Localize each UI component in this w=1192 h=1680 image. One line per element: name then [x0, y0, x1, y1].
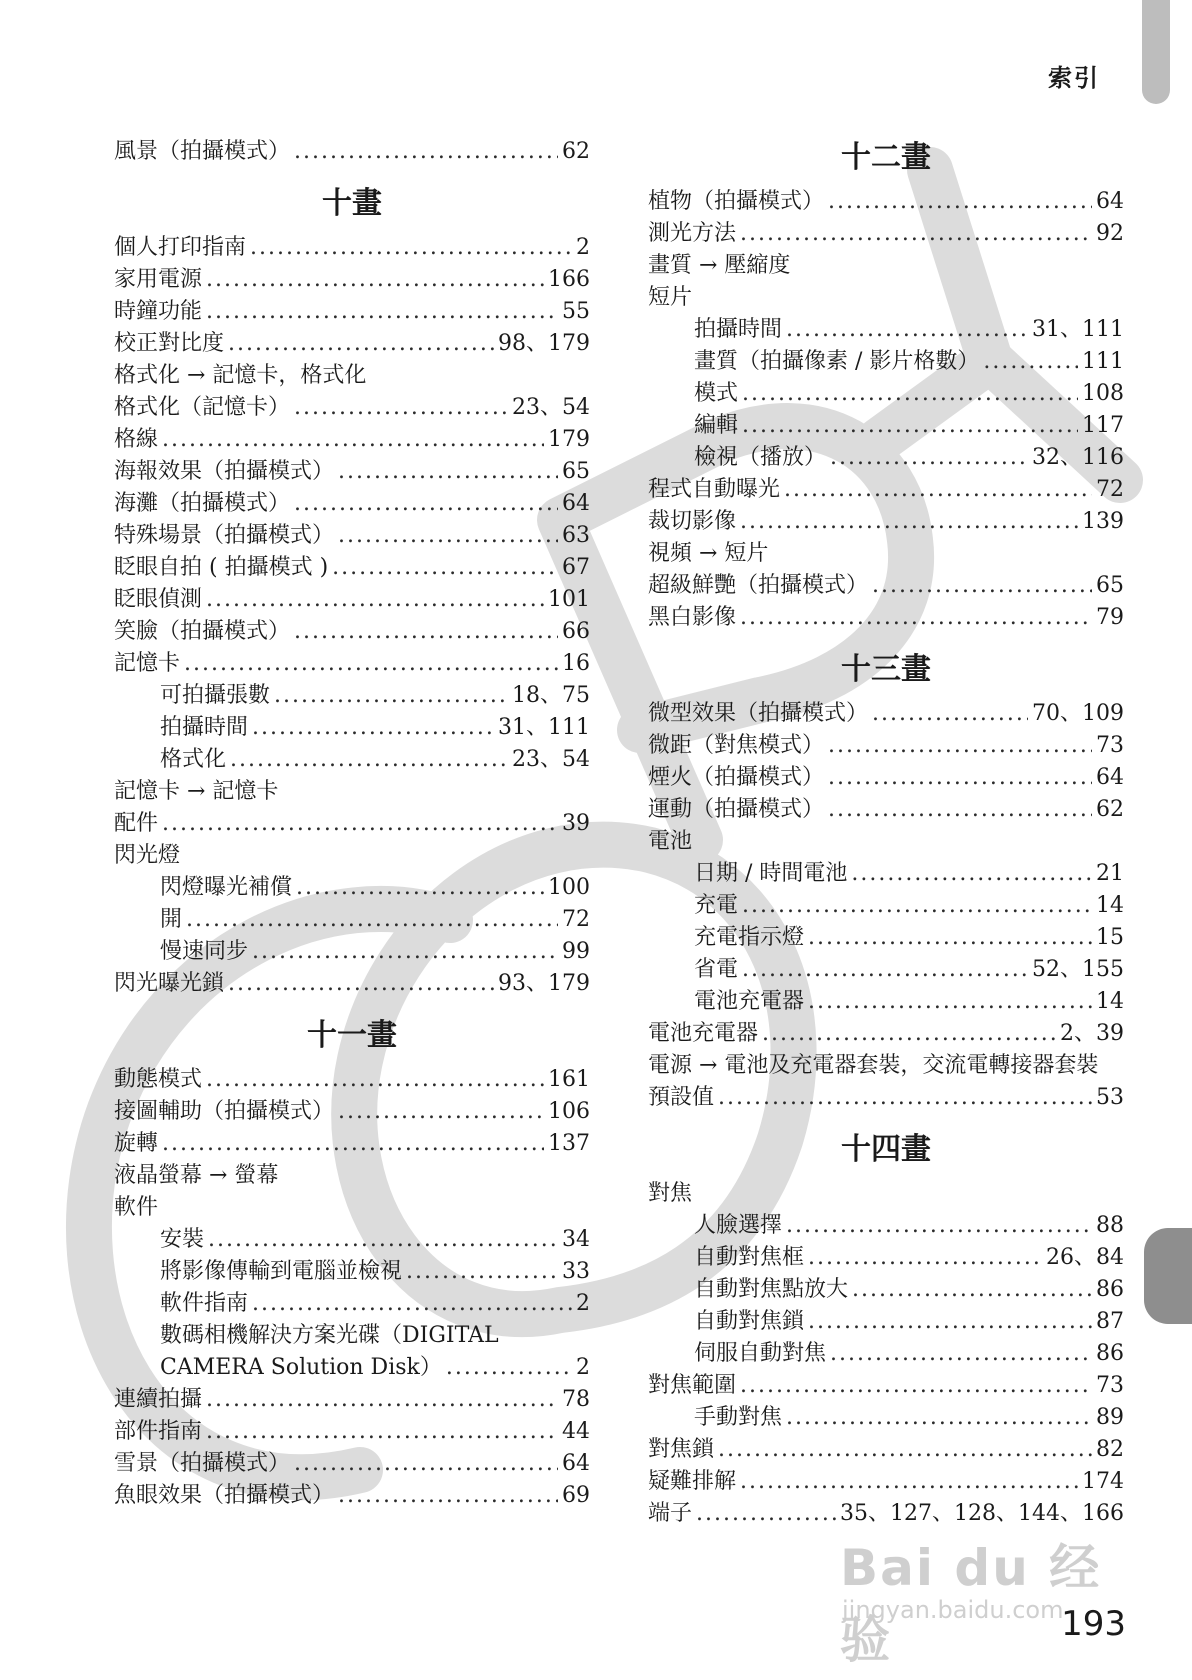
entry-pages: 2 [576, 1291, 590, 1316]
entry-pages: 161 [548, 1067, 590, 1092]
index-subentry [648, 890, 1124, 922]
index-entry [648, 698, 1124, 730]
entry-term: 端子 [648, 1501, 693, 1526]
entry-term: 格式化 → 記憶卡，格式化 [114, 363, 367, 388]
entry-pages: 73 [1096, 1373, 1124, 1398]
entry-pages: 52、155 [1032, 957, 1124, 982]
entry-term: 笑臉（拍攝模式） [114, 619, 291, 644]
entry-term: 電池充電器 [694, 989, 805, 1014]
entry-term: 風景（拍攝模式） [114, 139, 291, 164]
entry-pages: 15 [1096, 925, 1124, 950]
dot-leader [228, 968, 494, 1000]
page-number: 193 [1061, 1604, 1126, 1644]
entry-term: 視頻 → 短片 [648, 541, 769, 566]
dot-leader [228, 328, 494, 360]
dot-leader [294, 488, 558, 520]
entry-term: 人臉選擇 [694, 1213, 783, 1238]
dot-leader [446, 1352, 572, 1384]
dot-leader [162, 424, 544, 456]
entry-term: 格式化 [160, 747, 227, 772]
entry-pages: 79 [1096, 605, 1124, 630]
index-entry [114, 1448, 590, 1480]
entry-pages: 62 [1096, 797, 1124, 822]
index-subentry [114, 712, 590, 744]
dot-leader [742, 378, 1078, 410]
entry-term: 模式 [694, 381, 739, 406]
dot-leader [206, 1416, 558, 1448]
entry-term: 短片 [648, 285, 693, 310]
entry-term: 微型效果（拍攝模式） [648, 701, 869, 726]
index-subentry [648, 1274, 1124, 1306]
entry-term: 個人打印指南 [114, 235, 247, 260]
index-entry [648, 1370, 1124, 1402]
index-subentry [648, 1306, 1124, 1338]
dot-leader [808, 986, 1092, 1018]
dot-leader [740, 506, 1078, 538]
index-entry [114, 648, 590, 680]
dot-leader [828, 730, 1092, 762]
dot-leader [742, 890, 1092, 922]
index-entry [114, 1064, 590, 1096]
entry-pages: 35、127、128、144、166 [840, 1501, 1124, 1526]
entry-pages: 14 [1096, 989, 1124, 1014]
index-subentry [648, 1338, 1124, 1370]
index-subentry [648, 986, 1124, 1018]
entry-pages: 31、111 [498, 715, 590, 740]
index-entry [648, 602, 1124, 634]
entry-term: 充電 [694, 893, 739, 918]
entry-term: 畫質 → 壓縮度 [648, 253, 791, 278]
entry-pages: 39 [562, 811, 590, 836]
entry-term: 手動對焦 [694, 1405, 783, 1430]
entry-term: 自動對焦鎖 [694, 1309, 805, 1334]
entry-term: 植物（拍攝模式） [648, 189, 825, 214]
entry-pages: 14 [1096, 893, 1124, 918]
entry-term: 旋轉 [114, 1131, 159, 1156]
entry-term: 對焦 [648, 1181, 693, 1206]
dot-leader [718, 1082, 1092, 1114]
entry-pages: 65 [1096, 573, 1124, 598]
index-subentry [648, 442, 1124, 474]
entry-pages: 73 [1096, 733, 1124, 758]
entry-term: 拍攝時間 [694, 317, 783, 342]
index-entry [114, 968, 590, 1000]
index-subentry [114, 680, 590, 712]
index-entry [114, 584, 590, 616]
entry-term: 閃光曝光鎖 [114, 971, 225, 996]
entry-pages: 100 [548, 875, 590, 900]
index-subentry [114, 1256, 590, 1288]
entry-pages: 16 [562, 651, 590, 676]
dot-leader [206, 264, 544, 296]
dot-leader [872, 698, 1028, 730]
index-entry [648, 474, 1124, 506]
entry-pages: 88 [1096, 1213, 1124, 1238]
section-heading: 十一畫 [307, 1018, 397, 1053]
entry-pages: 87 [1096, 1309, 1124, 1334]
index-entry [648, 570, 1124, 602]
index-subentry [648, 314, 1124, 346]
entry-term: 可拍攝張數 [160, 683, 271, 708]
dot-leader [252, 936, 558, 968]
index-entry [648, 1050, 1124, 1082]
index-entry [114, 552, 590, 584]
entry-term: 微距（對焦模式） [648, 733, 825, 758]
index-subentry [648, 346, 1124, 378]
entry-pages: 65 [562, 459, 590, 484]
entry-term: 格式化（記憶卡） [114, 395, 291, 420]
entry-term: 將影像傳輸到電腦並檢視 [160, 1259, 403, 1284]
dot-leader [786, 1210, 1092, 1242]
dot-leader [332, 552, 558, 584]
entry-pages: 99 [562, 939, 590, 964]
index-subentry [114, 1224, 590, 1256]
section-heading: 十四畫 [841, 1132, 931, 1167]
dot-leader [274, 680, 508, 712]
dot-leader [294, 616, 558, 648]
entry-term: 配件 [114, 811, 159, 836]
entry-term: 省電 [694, 957, 739, 982]
entry-term: 格線 [114, 427, 159, 452]
entry-pages: 78 [562, 1387, 590, 1412]
header-label: 索引 [1048, 64, 1100, 92]
entry-term: 疑難排解 [648, 1469, 737, 1494]
index-entry [114, 1480, 590, 1512]
dot-leader [872, 570, 1092, 602]
dot-leader [250, 232, 572, 264]
entry-term: 電池 [648, 829, 693, 854]
dot-leader [294, 136, 558, 168]
index-subentry [114, 744, 590, 776]
entry-pages: 117 [1082, 413, 1124, 438]
dot-leader [784, 474, 1092, 506]
index-entry [114, 616, 590, 648]
dot-leader [162, 1128, 544, 1160]
entry-term: 眨眼自拍 ( 拍攝模式 ) [114, 555, 329, 580]
dot-leader [338, 456, 558, 488]
dot-leader [742, 410, 1078, 442]
right-column [648, 136, 1124, 1530]
entry-term: 閃光燈 [114, 843, 181, 868]
baidu-logo: Bai du 经验 [840, 1539, 1102, 1669]
entry-pages: 53 [1096, 1085, 1124, 1110]
index-entry [648, 1498, 1124, 1530]
entry-pages: 86 [1096, 1341, 1124, 1366]
index-entry [114, 136, 590, 168]
entry-pages: 64 [1096, 189, 1124, 214]
entry-term: CAMERA Solution Disk） [160, 1355, 442, 1380]
index-entry [114, 360, 590, 392]
dot-leader [740, 602, 1092, 634]
index-entry [114, 1384, 590, 1416]
dot-leader [740, 1370, 1092, 1402]
entry-term: 安裝 [160, 1227, 205, 1252]
dot-leader [828, 186, 1092, 218]
entry-term: 閃燈曝光補償 [160, 875, 293, 900]
entry-term: 接圖輔助（拍攝模式） [114, 1099, 335, 1124]
entry-pages: 34 [562, 1227, 590, 1252]
dot-leader [762, 1018, 1056, 1050]
entry-term: 編輯 [694, 413, 739, 438]
entry-pages: 32、116 [1032, 445, 1124, 470]
dot-leader [696, 1498, 836, 1530]
entry-pages: 139 [1082, 509, 1124, 534]
entry-pages: 66 [562, 619, 590, 644]
dot-leader [206, 584, 544, 616]
chapter-edge-tab [1142, 0, 1170, 104]
entry-term: 測光方法 [648, 221, 737, 246]
dot-leader [808, 922, 1092, 954]
index-entry [648, 186, 1124, 218]
entry-term: 記憶卡 [114, 651, 181, 676]
entry-pages: 33 [562, 1259, 590, 1284]
index-entry [648, 826, 1124, 858]
index-entry [114, 840, 590, 872]
entry-term: 畫質（拍攝像素 / 影片格數） [694, 349, 980, 374]
entry-pages: 101 [548, 587, 590, 612]
index-entry [648, 794, 1124, 826]
entry-term: 對焦鎖 [648, 1437, 715, 1462]
index-subentry [648, 378, 1124, 410]
index-subentry [114, 936, 590, 968]
entry-pages: 106 [548, 1099, 590, 1124]
entry-pages: 93、179 [498, 971, 590, 996]
dot-leader [294, 392, 508, 424]
index-subentry [648, 1402, 1124, 1434]
entry-term: 黑白影像 [648, 605, 737, 630]
dot-leader [296, 872, 544, 904]
index-entry [114, 1160, 590, 1192]
index-subentry [114, 904, 590, 936]
entry-pages: 23、54 [512, 747, 590, 772]
index-subentry [114, 1288, 590, 1320]
dot-leader [852, 1274, 1092, 1306]
index-subentry [648, 410, 1124, 442]
entry-term: 記憶卡 → 記憶卡 [114, 779, 279, 804]
dot-leader [206, 296, 558, 328]
entry-term: 日期 / 時間電池 [694, 861, 848, 886]
dot-leader [718, 1434, 1092, 1466]
entry-term: 軟件指南 [160, 1291, 249, 1316]
index-entry [648, 1178, 1124, 1210]
index-entry [114, 776, 590, 808]
dot-leader [742, 954, 1028, 986]
index-subentry [648, 954, 1124, 986]
dot-leader [808, 1242, 1042, 1274]
dot-leader [828, 794, 1092, 826]
entry-term: 裁切影像 [648, 509, 737, 534]
entry-pages: 86 [1096, 1277, 1124, 1302]
index-subentry [114, 872, 590, 904]
dot-leader [184, 648, 558, 680]
dot-leader [740, 1466, 1078, 1498]
index-entry [114, 328, 590, 360]
dot-leader [252, 1288, 572, 1320]
index-subentry [114, 1352, 590, 1384]
entry-term: 程式自動曝光 [648, 477, 781, 502]
entry-term: 預設值 [648, 1085, 715, 1110]
entry-term: 慢速同步 [160, 939, 249, 964]
entry-term: 檢視（播放） [694, 445, 827, 470]
dot-leader [851, 858, 1092, 890]
dot-leader [786, 314, 1028, 346]
entry-term: 海灘（拍攝模式） [114, 491, 291, 516]
index-entry [114, 1416, 590, 1448]
entry-pages: 31、111 [1032, 317, 1124, 342]
dot-leader [983, 346, 1078, 378]
entry-term: 拍攝時間 [160, 715, 249, 740]
dot-leader [294, 1448, 558, 1480]
entry-pages: 18、75 [512, 683, 590, 708]
index-entry [114, 1096, 590, 1128]
baidu-url: jingyan.baidu.com [842, 1596, 1064, 1624]
entry-pages: 2 [576, 1355, 590, 1380]
index-subentry [114, 1320, 590, 1352]
index-entry [114, 392, 590, 424]
section-edge-tab [1144, 1228, 1192, 1324]
entry-pages: 111 [1082, 349, 1124, 374]
entry-term: 動態模式 [114, 1067, 203, 1092]
dot-leader [338, 1480, 558, 1512]
entry-pages: 21 [1096, 861, 1124, 886]
dot-leader [828, 762, 1092, 794]
index-entry [114, 1192, 590, 1224]
dot-leader [208, 1224, 558, 1256]
entry-pages: 2、39 [1060, 1021, 1124, 1046]
entry-term: 開 [160, 907, 183, 932]
entry-pages: 2 [576, 235, 590, 260]
entry-term: 校正對比度 [114, 331, 225, 356]
index-entry [648, 250, 1124, 282]
index-entry [648, 762, 1124, 794]
index-entry [648, 506, 1124, 538]
entry-pages: 72 [1096, 477, 1124, 502]
entry-term: 部件指南 [114, 1419, 203, 1444]
entry-term: 軟件 [114, 1195, 159, 1220]
dot-leader [206, 1064, 544, 1096]
entry-term: 數碼相機解決方案光碟（DIGITAL [160, 1323, 499, 1348]
entry-pages: 72 [562, 907, 590, 932]
entry-pages: 108 [1082, 381, 1124, 406]
entry-term: 電池充電器 [648, 1021, 759, 1046]
entry-pages: 55 [562, 299, 590, 324]
dot-leader [186, 904, 558, 936]
index-entry [114, 808, 590, 840]
index-subentry [648, 1210, 1124, 1242]
entry-term: 運動（拍攝模式） [648, 797, 825, 822]
index-entry [648, 538, 1124, 570]
entry-pages: 179 [548, 427, 590, 452]
dot-leader [406, 1256, 558, 1288]
entry-term: 自動對焦框 [694, 1245, 805, 1270]
index-entry [648, 282, 1124, 314]
entry-pages: 70、109 [1032, 701, 1124, 726]
entry-term: 對焦範圍 [648, 1373, 737, 1398]
index-entry [114, 456, 590, 488]
entry-pages: 64 [1096, 765, 1124, 790]
entry-term: 超級鮮艷（拍攝模式） [648, 573, 869, 598]
index-entry [114, 424, 590, 456]
entry-pages: 137 [548, 1131, 590, 1156]
entry-pages: 92 [1096, 221, 1124, 246]
entry-pages: 98、179 [498, 331, 590, 356]
index-entry [114, 264, 590, 296]
entry-pages: 44 [562, 1419, 590, 1444]
entry-pages: 26、84 [1046, 1245, 1124, 1270]
entry-pages: 174 [1082, 1469, 1124, 1494]
entry-pages: 64 [562, 491, 590, 516]
entry-pages: 89 [1096, 1405, 1124, 1430]
index-entry [114, 232, 590, 264]
index-entry [114, 520, 590, 552]
dot-leader [808, 1306, 1092, 1338]
left-column [114, 136, 590, 1512]
entry-pages: 63 [562, 523, 590, 548]
dot-leader [740, 218, 1092, 250]
section-heading: 十畫 [322, 186, 382, 221]
entry-term: 電源 → 電池及充電器套裝，交流電轉接器套裝 [648, 1053, 1099, 1078]
entry-pages: 82 [1096, 1437, 1124, 1462]
dot-leader [162, 808, 558, 840]
entry-term: 海報效果（拍攝模式） [114, 459, 335, 484]
entry-term: 自動對焦點放大 [694, 1277, 849, 1302]
index-entry [648, 218, 1124, 250]
entry-term: 煙火（拍攝模式） [648, 765, 825, 790]
dot-leader [252, 712, 494, 744]
entry-term: 連續拍攝 [114, 1387, 203, 1412]
index-entry [114, 488, 590, 520]
entry-term: 雪景（拍攝模式） [114, 1451, 291, 1476]
index-entry [648, 1082, 1124, 1114]
index-entry [648, 1466, 1124, 1498]
dot-leader [206, 1384, 558, 1416]
entry-term: 特殊場景（拍攝模式） [114, 523, 335, 548]
dot-leader [786, 1402, 1092, 1434]
dot-leader [830, 442, 1028, 474]
index-entry [114, 296, 590, 328]
entry-term: 魚眼效果（拍攝模式） [114, 1483, 335, 1508]
entry-term: 液晶螢幕 → 螢幕 [114, 1163, 279, 1188]
index-entry [114, 1128, 590, 1160]
dot-leader [338, 1096, 544, 1128]
dot-leader [338, 520, 558, 552]
section-heading: 十三畫 [841, 652, 931, 687]
entry-term: 充電指示燈 [694, 925, 805, 950]
dot-leader [830, 1338, 1092, 1370]
index-subentry [648, 922, 1124, 954]
entry-term: 家用電源 [114, 267, 203, 292]
entry-pages: 62 [562, 139, 590, 164]
index-entry [648, 730, 1124, 762]
entry-term: 眨眼偵測 [114, 587, 203, 612]
section-heading: 十二畫 [841, 140, 931, 175]
entry-pages: 166 [548, 267, 590, 292]
entry-pages: 23、54 [512, 395, 590, 420]
dot-leader [230, 744, 508, 776]
entry-pages: 69 [562, 1483, 590, 1508]
entry-term: 伺服自動對焦 [694, 1341, 827, 1366]
entry-pages: 67 [562, 555, 590, 580]
entry-pages: 64 [562, 1451, 590, 1476]
index-entry [648, 1434, 1124, 1466]
entry-term: 時鐘功能 [114, 299, 203, 324]
index-subentry [648, 858, 1124, 890]
index-entry [648, 1018, 1124, 1050]
index-subentry [648, 1242, 1124, 1274]
